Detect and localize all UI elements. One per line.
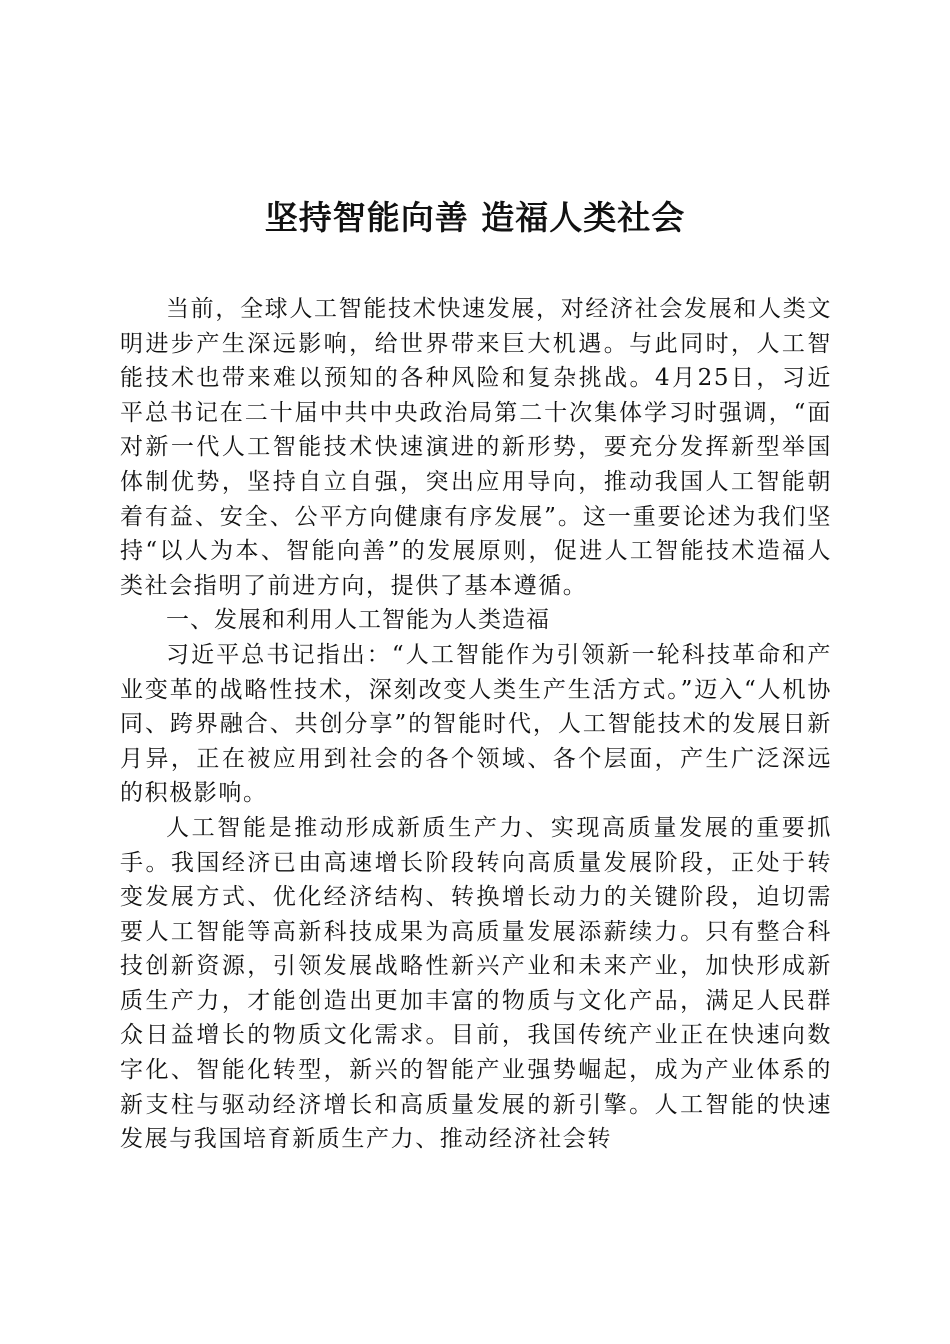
- document-title: 坚持智能向善 造福人类社会: [264, 198, 686, 237]
- document-body: [120, 292, 832, 1157]
- body-paragraph: 人工智能是推动形成新质生产力、实现高质量发展的重要抓手。我国经济已由高速增长阶段转向高质量发展阶段，正处于转变发展方式、优化经济结构、转换增长动力的关键阶段，迫切需要人工智能等高新科技成果为高质量发展添薪续力。只有整合科技创新资源，引领发展战略性新兴产业和未来产业，加快形成新质生产力，才能创造出更加丰富的物质与文化产品，满足人民群众日益增长的物质文化需求。目前，我国传统产业正在快速向数字化、智能化转型，新兴的智能产业强势崛起，成为产业体系的新支柱与驱动经济增长和高质量发展的新引擎。人工智能的快速发展与我国培育新质生产力、推动经济社会转: [120, 814, 832, 1153]
- section-heading: 一、发展和利用人工智能为人类造福: [166, 607, 550, 634]
- intro-paragraph: 当前，全球人工智能技术快速发展，对经济社会发展和人类文明进步产生深远影响，给世界带来巨大机遇。与此同时，人工智能技术也带来难以预知的各种风险和复杂挑战。4月25日，习近平总书记在二十届中共中央政治局第二十次集体学习时强调，“面对新一代人工智能技术快速演进的新形势，要充分发挥新型举国体制优势，坚持自立自强，突出应用导向，推动我国人工智能朝着有益、安全、公平方向健康有序发展”。这一重要论述为我们坚持“以人为本、智能向善”的发展原则，促进人工智能技术造福人类社会指明了前进方向，提供了基本遵循。: [120, 296, 832, 599]
- body-paragraph: 习近平总书记指出：“人工智能作为引领新一轮科技革命和产业变革的战略性技术，深刻改变人类生产生活方式。”迈入“人机协同、跨界融合、共创分享”的智能时代，人工智能技术的发展日新月异，正在被应用到社会的各个领域、各个层面，产生广泛深远的积极影响。: [120, 641, 832, 807]
